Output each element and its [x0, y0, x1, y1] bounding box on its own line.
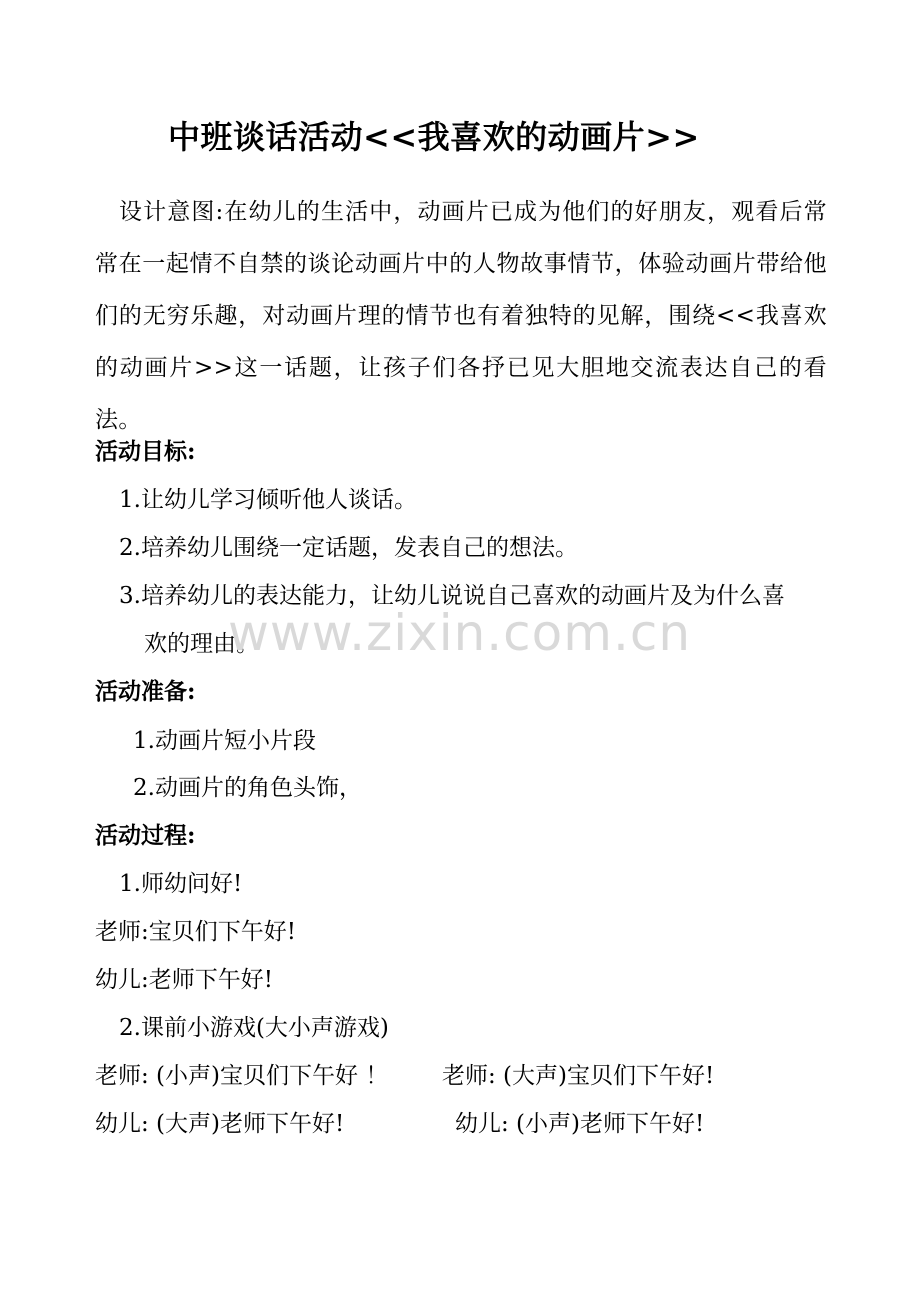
design-intent-paragraph: 设计意图:在幼儿的生活中，动画片已成为他们的好朋友，观看后常常在一起情不自禁的谈论动画片中的人物故事情节，体验动画片带给他们的无穷乐趣，对动画片理的情节也有着独特的见解，围绕<<我喜欢的动画片>>这一话题，让孩子们各抒已见大胆地交流表达自己的看法。 — [95, 199, 827, 433]
goal-item-1: 1.让幼儿学习倾听他人谈话。 — [119, 487, 417, 513]
watermark: www.zixin.com.cn — [228, 604, 692, 662]
preparation-item-2: 2.动画片的角色头饰， — [133, 775, 362, 801]
goals-heading: 活动目标: — [95, 438, 196, 465]
goal-item-3: 3.培养幼儿的表达能力，让幼儿说说自己喜欢的动画片及为什么喜 — [119, 583, 785, 609]
process-line-1: 1.师幼问好! — [119, 871, 243, 897]
process-line-4: 2.课前小游戏(大小声游戏) — [119, 1015, 389, 1041]
goal-item-3-continued: 欢的理由。 — [144, 631, 259, 657]
process-line-5: 老师: (小声)宝贝们下午好 ！ — [95, 1063, 389, 1089]
preparation-item-1: 1.动画片短小片段 — [133, 728, 316, 754]
process-line-2: 老师:宝贝们下午好! — [95, 919, 296, 945]
process-line-6: 老师: (大声)宝贝们下午好! — [442, 1063, 715, 1089]
goal-item-2: 2.培养幼儿围绕一定话题，发表自己的想法。 — [119, 535, 578, 561]
process-line-8: 幼儿: (小声)老师下午好! — [455, 1111, 705, 1137]
process-heading: 活动过程: — [95, 822, 196, 849]
process-line-7: 幼儿: (大声)老师下午好! — [95, 1111, 345, 1137]
preparation-heading: 活动准备: — [95, 678, 196, 705]
process-line-3: 幼儿:老师下午好! — [95, 967, 273, 993]
document-title: 中班谈话活动<<我喜欢的动画片>> — [168, 118, 700, 156]
